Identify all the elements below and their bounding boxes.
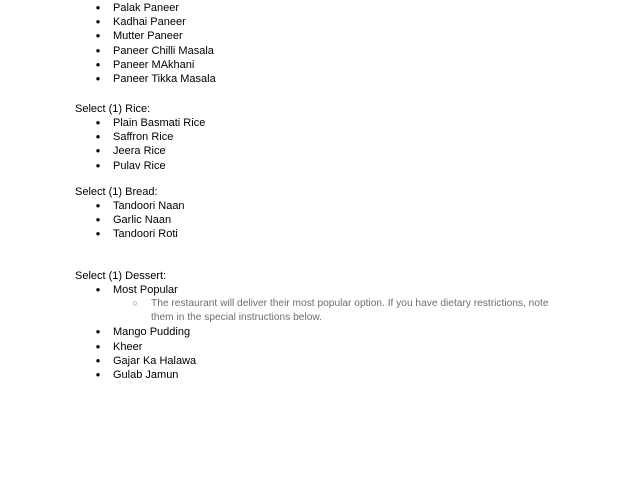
list-item [0, 1, 640, 15]
list-item-label: Mutter Paneer [113, 30, 183, 43]
bullet-icon: ● [95, 132, 101, 142]
bullet-icon: ● [95, 285, 101, 294]
list-item [0, 213, 640, 227]
list-item [0, 15, 640, 29]
list-item-label: Paneer MAkhani [113, 58, 195, 71]
list-item-label: Saffron Rice [113, 131, 174, 144]
paneer-list [0, 1, 640, 86]
list-item [0, 354, 640, 368]
list-item [0, 116, 640, 130]
list-item [0, 199, 640, 213]
bullet-icon: ● [95, 31, 101, 41]
dessert-heading: Select (1) Dessert: [75, 270, 167, 282]
bullet-icon: ● [95, 73, 101, 83]
rice-list [0, 116, 640, 173]
list-item [0, 227, 640, 241]
list-item [0, 58, 640, 72]
dessert-note [0, 297, 640, 324]
hollow-bullet-icon: ○ [132, 298, 138, 309]
bread-list [0, 199, 640, 242]
list-item [0, 130, 640, 144]
list-item-label: Gulab Jamun [113, 368, 179, 381]
list-item-label: Mango Pudding [113, 326, 191, 339]
list-item-label: Paneer Tikka Masala [113, 72, 216, 85]
list-item-label: Pulav Rice [113, 159, 166, 172]
list-item-label: Paneer Chilli Masala [113, 44, 214, 57]
bullet-icon: ● [95, 355, 101, 365]
rice-heading: Select (1) Rice: [75, 103, 151, 115]
list-item [0, 283, 640, 297]
dessert-note-text: The restaurant will deliver their most popular option. If you have dietary restrictions, note them in the special instructions below. [151, 298, 549, 323]
list-item [0, 144, 640, 158]
list-item-label: Most Popular [113, 284, 178, 296]
list-item [0, 340, 640, 354]
list-item [0, 159, 640, 173]
bullet-icon: ● [95, 3, 101, 12]
list-item [0, 44, 640, 58]
list-item [0, 368, 640, 382]
bread-heading: Select (1) Bread: [75, 186, 158, 198]
bullet-icon: ● [95, 341, 101, 351]
list-item [0, 325, 640, 339]
list-item-label: Tandoori Naan [113, 200, 185, 212]
list-item-label: Palak Paneer [113, 2, 180, 14]
bullet-icon: ● [95, 327, 101, 337]
list-item [0, 29, 640, 43]
bullet-icon: ● [95, 369, 101, 379]
bullet-icon: ● [95, 59, 101, 69]
dessert-list [0, 283, 640, 382]
list-item [0, 72, 640, 86]
bullet-icon: ● [95, 17, 101, 27]
bullet-icon: ● [95, 229, 101, 239]
bullet-icon: ● [95, 201, 101, 210]
list-item-label: Plain Basmati Rice [113, 117, 206, 129]
list-item-label: Garlic Naan [113, 214, 172, 227]
bullet-icon: ● [95, 160, 101, 170]
list-item-label: Kheer [113, 340, 143, 353]
bullet-icon: ● [95, 146, 101, 156]
bullet-icon: ● [95, 215, 101, 225]
list-item-label: Gajar Ka Halawa [113, 354, 197, 367]
bullet-icon: ● [95, 45, 101, 55]
list-item-label: Kadhai Paneer [113, 16, 186, 29]
list-item-label: Jeera Rice [113, 145, 166, 158]
bullet-icon: ● [95, 118, 101, 127]
list-item-label: Tandoori Roti [113, 228, 178, 241]
